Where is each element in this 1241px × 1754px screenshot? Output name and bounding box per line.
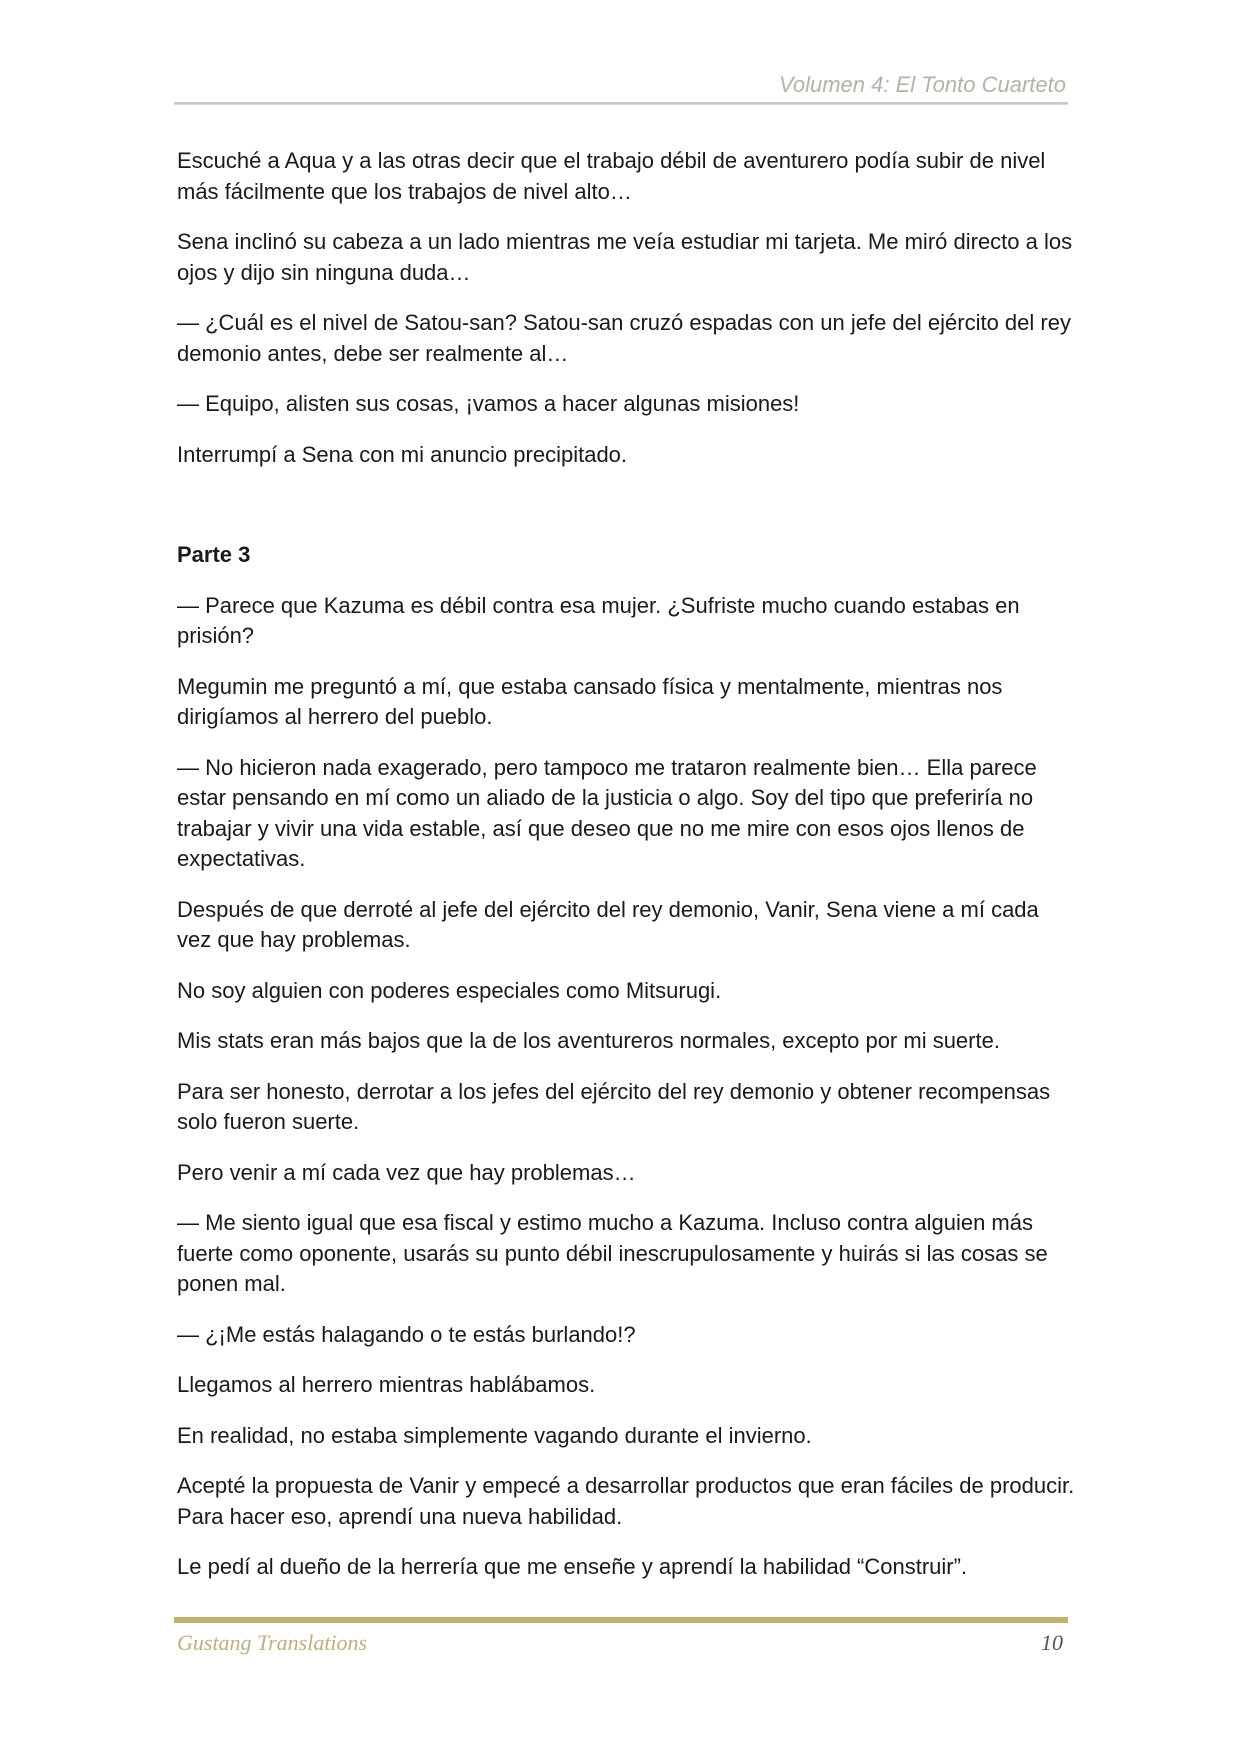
page-number: 10 <box>1041 1630 1063 1655</box>
paragraph: En realidad, no estaba simplemente vagando durante el invierno. <box>177 1422 812 1448</box>
section-spacer <box>177 490 1077 540</box>
paragraph: No soy alguien con poderes especiales como Mitsurugi. <box>177 977 722 1003</box>
paragraph: Sena inclinó su cabeza a un lado mientras me veía estudiar mi tarjeta. Me miró directo a los ojos y dijo sin ninguna duda… <box>177 229 1073 285</box>
paragraph: — No hicieron nada exagerado, pero tampoco me trataron realmente bien… Ella parece estar pensando en mí como un aliado de la justicia o algo. Soy del tipo que preferiría no trabajar y vivir una vida estable, así que deseo que no me mire con esos ojos llenos de expectativas. <box>177 754 1037 871</box>
paragraph: — Equipo, alisten sus cosas, ¡vamos a hacer algunas misiones! <box>177 391 800 416</box>
paragraph: Le pedí al dueño de la herrería que me enseñe y aprendí la habilidad “Construir”. <box>177 1554 968 1579</box>
header-divider <box>174 102 1068 105</box>
paragraph: Después de que derroté al jefe del ejército del rey demonio, Vanir, Sena viene a mí cada vez que hay problemas. <box>177 896 1039 952</box>
paragraph: Para ser honesto, derrotar a los jefes del ejército del rey demonio y obtener recompensas solo fueron suerte. <box>177 1078 1051 1134</box>
paragraph: Acepté la propuesta de Vanir y empecé a desarrollar productos que eran fáciles de producir. Para hacer eso, aprendí una nueva habilidad. <box>177 1473 1075 1529</box>
running-header-title: Volumen 4: El Tonto Cuarteto <box>779 72 1066 97</box>
section-heading: Parte 3 <box>177 542 251 567</box>
paragraph: Pero venir a mí cada vez que hay problemas… <box>177 1159 636 1185</box>
page-body <box>177 146 1077 1603</box>
paragraph: Llegamos al herrero mientras hablábamos. <box>177 1372 596 1397</box>
paragraph: — ¿Cuál es el nivel de Satou-san? Satou-san cruzó espadas con un jefe del ejército del rey demonio antes, debe ser realmente al… <box>177 310 1071 366</box>
paragraph: Interrumpí a Sena con mi anuncio precipitado. <box>177 441 628 467</box>
paragraph: — ¿¡Me estás halagando o te estás burlando!? <box>177 1321 636 1347</box>
footer-divider <box>174 1617 1068 1623</box>
paragraph: — Parece que Kazuma es débil contra esa mujer. ¿Sufriste mucho cuando estabas en prisión? <box>177 592 1020 648</box>
paragraph: Megumin me preguntó a mí, que estaba cansado física y mentalmente, mientras nos dirigíamos al herrero del pueblo. <box>177 673 1003 729</box>
paragraph: Mis stats eran más bajos que la de los aventureros normales, excepto por mi suerte. <box>177 1028 1000 1053</box>
paragraph: — Me siento igual que esa fiscal y estimo mucho a Kazuma. Incluso contra alguien más fuerte como oponente, usarás su punto débil inescrupulosamente y huirás si las cosas se ponen mal. <box>177 1210 1048 1296</box>
paragraph: Escuché a Aqua y a las otras decir que el trabajo débil de aventurero podía subir de nivel más fácilmente que los trabajos de nivel alto… <box>177 148 1046 204</box>
footer-credit: Gustang Translations <box>177 1630 368 1655</box>
